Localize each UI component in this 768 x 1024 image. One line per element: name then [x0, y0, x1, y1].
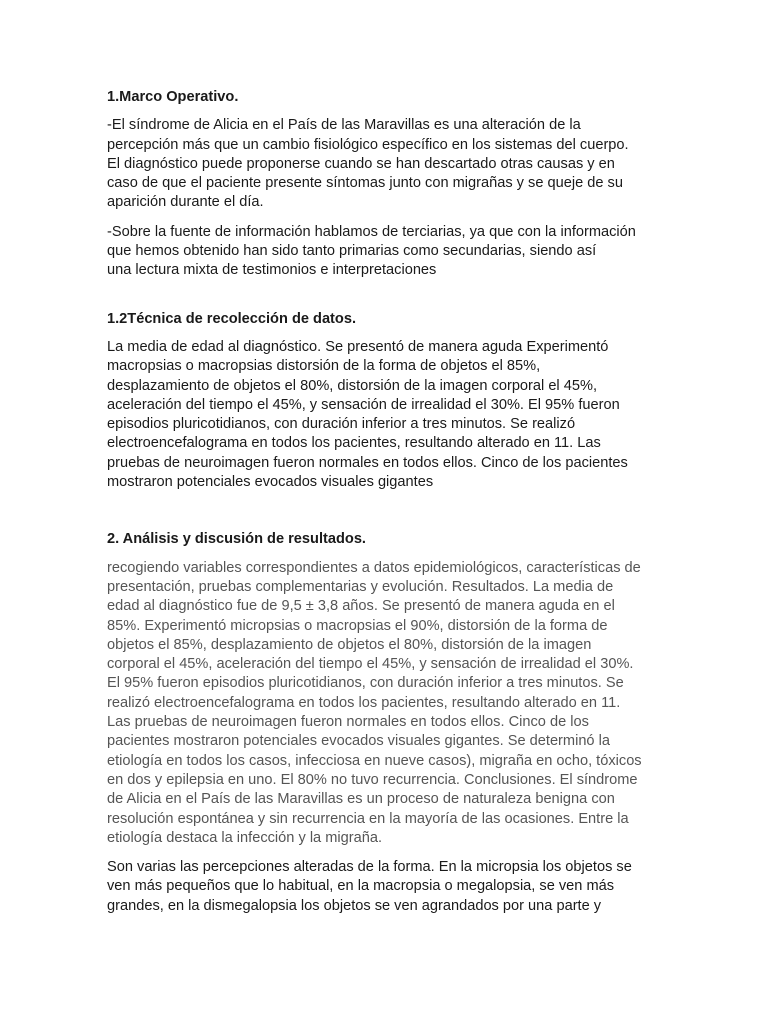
paragraph-sindrome-definicion: -El síndrome de Alicia en el País de las Maravillas es una alteración de la percepción más que un cambio fisiológico específico en los sistemas del cuerpo. El diagnóstico puede proponerse cuando se han descartado otras causas y en caso de que el paciente presente síntomas junto con migrañas y se queje de su aparición durante el día.	[107, 117, 629, 211]
paragraph-resultados: recogiendo variables correspondientes a datos epidemiológicos, características de presentación, pruebas complementarias y evolución. Resultados. La media de edad al diagnóstico fue de 9,5 ± 3,8 años. Se presentó de manera aguda en el 85%. Experimentó micropsias o macropsias el 90%, distorsión de la forma de objetos el 85%, desplazamiento de objetos el 80%, distorsión de la imagen corporal el 45%, aceleración del tiempo el 45%, y sensación de irrealidad el 30%. El 95% fueron episodios pluricotidianos, con duración inferior a tres minutos. Se realizó electroencefalograma en todos los pacientes, resultando alterado en 11. Las pruebas de neuroimagen fueron normales en todos ellos. Cinco de los pacientes mostraron potenciales evocados visuales gigantes. Se determinó la etiología en todos los casos, infecciosa en nueve casos), migraña en ocho, tóxicos en dos y epilepsia en uno. El 80% no tuvo recurrencia. Conclusiones. El síndrome de Alicia en el País de las Maravillas es un proceso de naturaleza benigna con resolución espontánea y sin recurrencia en la mayoría de las ocasiones. Entre la etiología destaca la infección y la migraña.	[107, 559, 642, 846]
paragraph-media-edad: La media de edad al diagnóstico. Se presentó de manera aguda Experimentó macropsias o macropsias distorsión de la forma de objetos el 85%, desplazamiento de objetos el 80%, distorsión de la imagen corporal el 45%, aceleración del tiempo el 45%, y sensación de irrealidad el 30%. El 95% fueron episodios pluricotidianos, con duración inferior a tres minutos. Se realizó electroencefalograma en todos los pacientes, resultando alterado en 11. Las pruebas de neuroimagen fueron normales en todos ellos. Cinco de los pacientes mostraron potenciales evocados visuales gigantes	[107, 338, 628, 491]
document-page	[107, 88, 667, 916]
section-heading-analisis-discusion: 2. Análisis y discusión de resultados.	[107, 531, 366, 548]
paragraph-percepciones-forma: Son varias las percepciones alteradas de la forma. En la micropsia los objetos se ven más pequeños que lo habitual, en la macropsia o megalopsia, se ven más grandes, en la dismegalopsia los objetos se ven agrandados por una parte y	[107, 859, 632, 914]
section-heading-tecnica-recoleccion: 1.2Técnica de recolección de datos.	[107, 310, 357, 327]
section-heading-marco-operativo: 1.Marco Operativo.	[107, 89, 239, 105]
paragraph-fuente-informacion: -Sobre la fuente de información hablamos de terciarias, ya que con la información que hemos obtenido han sido tanto primarias como secundarias, siendo así una lectura mixta de testimonios e interpretaciones	[107, 223, 636, 279]
